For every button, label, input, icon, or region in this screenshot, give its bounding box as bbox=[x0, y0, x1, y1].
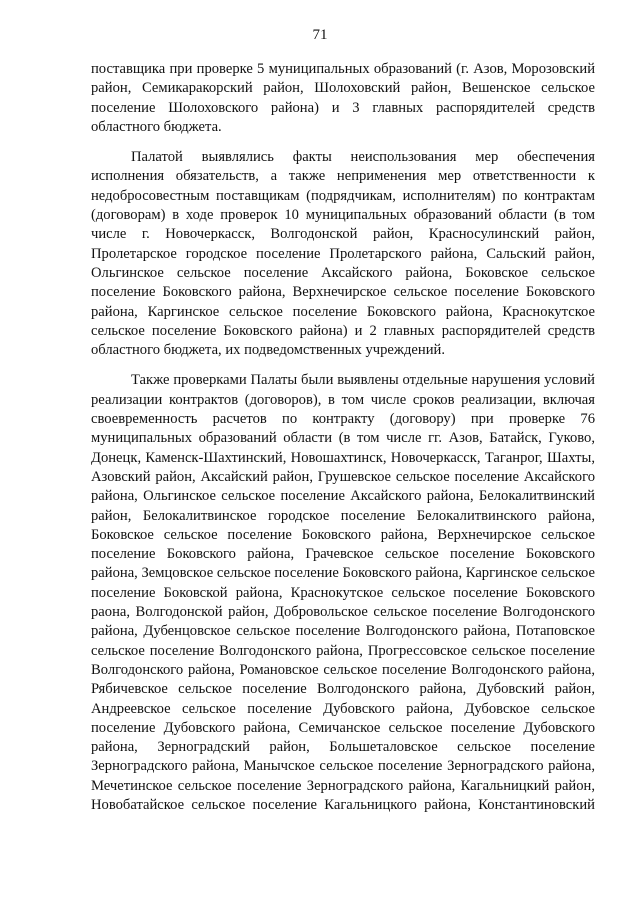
paragraph-2: Палатой выявлялись факты неиспользования мер обеспечения исполнения обязательств, а также неприменения мер ответственности к недобросовестным поставщикам (подрядчикам, исполнителям) по контрактам (договорам) в ходе проверок 10 муниципальных образований области (в том числе г. Новочеркасск, Волгодонской район, Красносулинский район, Пролетарское городское поселение Пролетарского района, Сальский район, Ольгинское сельское поселение Аксайского района, Боковское сельское поселение Боковского района, Верхнечирское сельское поселение Боковского района, Каргинское сельское поселение Боковского района, Краснокутское сельское поселение Боковского района) и 2 главных распорядителей средств областного бюджета, их подведомственных учреждений. bbox=[91, 149, 595, 359]
paragraph-3: Также проверками Палаты были выявлены отдельные нарушения условий реализации контрактов (договоров), в том числе сроков реализации, включая своевременность расчетов по контракту (договору) при проверке 76 муниципальных образований области (в том числе гг. Азов, Батайск, Гуково, Донецк, Каменск-Шахтинский, Новошахтинск, Новочеркасск, Таганрог, Шахты, Азовский район, Аксайский район, Грушевское сельское поселение Аксайского района, Ольгинское сельское поселение Аксайского района, Белокалитвинский район, Белокалитвинское городское поселение Белокалитвинского района, Боковское сельское поселение Боковского района, Верхнечирское сельское поселение Боковского района, Грачевское сельское поселение Боковского района, Земцовское сельское поселение Боковского района, Каргинское сельское поселение Боковской района, Краснокутское сельское поселение Боковского раона, Волгодонской район, Добровольское сельское поселение Волгодонского района, Дубенцовское сельское поселение Волгодонского района, Потаповское сельское поселение Волгодонского района, Прогрессовское сельское поселение Волгодонского района, Романовское сельское поселение Волгодонского района, Рябичевское сельское поселение Волгодонского района, Дубовский район, Андреевское сельское поселение Дубовского района, Дубовское сельское поселение Дубовского района, Семичанское сельское поселение Дубовского района, Зерноградский район, Большеталовское сельское поселение Зерноградского района, Манычское сельское поселение Зерноградского района, Мечетинское сельское поселение Зерноградского района, Кагальницкий район, Новобатайское сельское поселение Кагальницкого района, Константиновский bbox=[91, 372, 595, 813]
page-number: 71 bbox=[312, 27, 328, 43]
document-body bbox=[91, 60, 595, 826]
paragraph-1: поставщика при проверке 5 муниципальных образований (г. Азов, Морозовский район, Семикаракорский район, Шолоховский район, Вешенское сельское поселение Шолоховского района) и 3 главных распорядителей средств областного бюджета. bbox=[91, 61, 595, 135]
